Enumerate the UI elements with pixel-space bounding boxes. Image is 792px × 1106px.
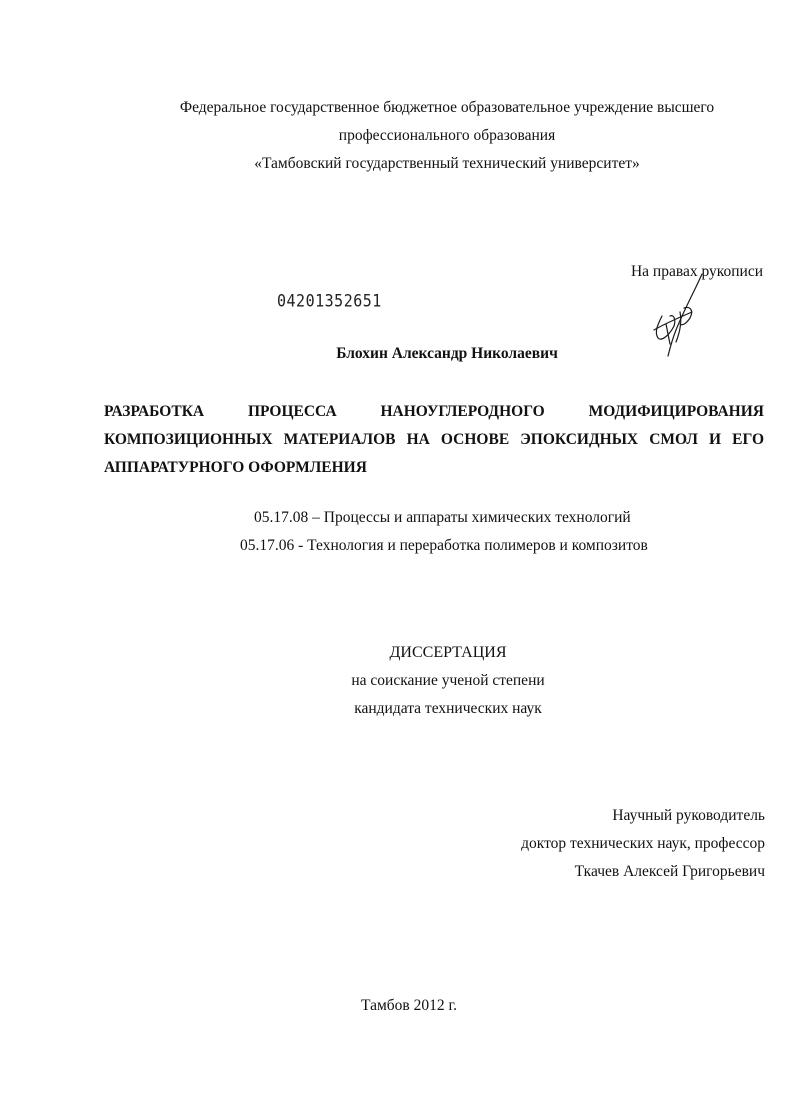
title-line-2: КОМПОЗИЦИОННЫХ МАТЕРИАЛОВ НА ОСНОВЕ ЭПОКСИДНЫХ СМОЛ И ЕГО (104, 431, 764, 448)
city-year: Тамбов 2012 г. (361, 997, 457, 1014)
institution-line-3: «Тамбовский государственный технический университет» (254, 155, 640, 172)
title-line-3: АППАРАТУРНОГО ОФОРМЛЕНИЯ (104, 459, 367, 476)
manuscript-rights-note: На правах рукописи (630, 263, 763, 280)
dissertation-title (104, 398, 764, 482)
archive-stamp-number: 04201352651 (277, 291, 382, 311)
institution-line-2: профессионального образования (338, 127, 556, 144)
title-line-1: РАЗРАБОТКА ПРОЦЕССА НАНОУГЛЕРОДНОГО МОДИФИЦИРОВАНИЯ (104, 403, 764, 420)
supervisor-role: Научный руководитель (612, 807, 765, 824)
specialty-code-2: 05.17.06 - Технология и переработка полимеров и композитов (240, 537, 648, 554)
degree-line-2: кандидата технических наук (354, 700, 542, 717)
specialty-code-1: 05.17.08 – Процессы и аппараты химических технологий (254, 509, 631, 526)
supervisor-degree: доктор технических наук, профессор (521, 835, 765, 852)
author-name: Блохин Александр Николаевич (336, 345, 558, 362)
institution-line-1: Федеральное государственное бюджетное образовательное учреждение высшего (179, 99, 715, 116)
degree-line-1: на соискание ученой степени (351, 672, 545, 689)
work-type: ДИССЕРТАЦИЯ (389, 644, 507, 661)
supervisor-name: Ткачев Алексей Григорьевич (574, 863, 765, 880)
